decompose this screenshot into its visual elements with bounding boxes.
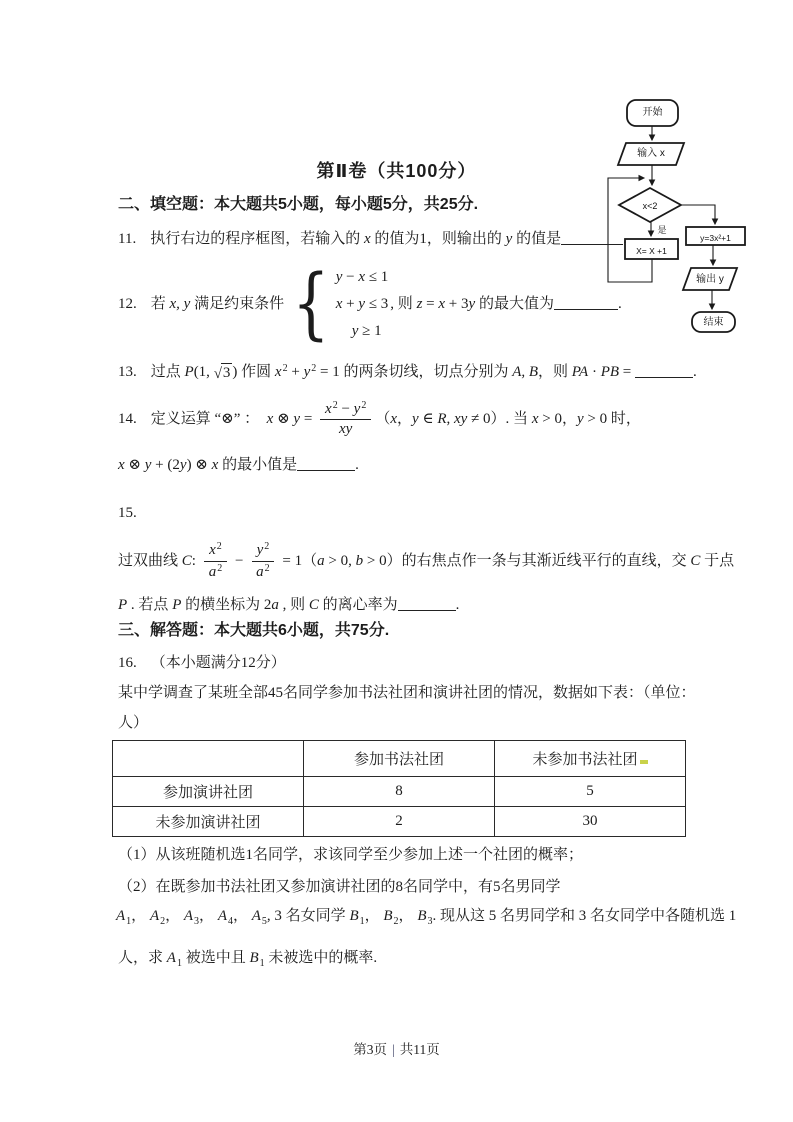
problem-16-score: （本小题满分12分）: [150, 655, 286, 671]
table-row: [113, 807, 686, 837]
answer-blank: [561, 229, 623, 245]
constraint-3: y ≥ 1: [351, 322, 382, 339]
flowchart-diagram: [600, 88, 793, 350]
fraction: $\frac{y^2}{a^2}$: [251, 541, 275, 581]
highlight-artifact: [640, 760, 648, 764]
problem-16-intro-cont: 人）: [118, 715, 149, 731]
question-1: （1）从该班随机选1名同学，求该同学至少参加上述一个社团的概率；: [118, 847, 584, 863]
problem-13: 13. 过点 P(1, √ 3 ) 作圆 $x^2 + y^2 = 1$ 的两条切线，切点分别为 A, B，则 PA · PB = .: [118, 358, 697, 385]
page-number: 第3页: [353, 1042, 388, 1057]
flowchart-end-label: 结束: [703, 317, 724, 328]
system-brace: {: [292, 259, 330, 349]
paper-title: 第Ⅱ卷（共100分）: [316, 161, 477, 181]
problem-16-number-line: [118, 652, 286, 674]
answer-blank: [297, 455, 355, 471]
table-row: [113, 777, 686, 807]
problem-15-number: 15.: [118, 505, 137, 521]
fraction: $\frac{x^2}{a^2}$: [204, 541, 228, 581]
flowchart-assign-label: X= X +1: [636, 246, 667, 256]
table-header-empty: [113, 741, 304, 777]
flowchart-compute-label: y=3x²+1: [700, 233, 731, 243]
flowchart-yes-label: 是: [657, 225, 667, 235]
question-2-students: $A_1$， $A_2$， $A_3$， $A_4$， $A_5$, 3 名女同学 $B_1$， $B_2$， $B_3$. 现从这 5 名男同学和 3 名女同学中各随机选 1: [116, 908, 737, 927]
constraint-system: [336, 264, 389, 345]
answer-blank: [398, 595, 456, 611]
flowchart-decision-label: x<2: [642, 201, 658, 211]
flowchart-start-label: 开始: [642, 107, 663, 118]
section-heading-fill: 二、填空题：本大题共5小题，每小题5分，共25分.: [118, 196, 479, 213]
club-participation-table: [112, 740, 686, 837]
fraction: $\frac{x^2 - y^2}{xy}$: [320, 400, 371, 439]
constraint-1: y − x ≤ 1: [335, 268, 389, 285]
problem-11: 11. 执行右边的程序框图，若输入的 x 的值为1，则输出的 y 的值是 .: [118, 231, 627, 247]
program-flowchart: [600, 88, 793, 350]
problem-12: [118, 260, 622, 348]
flowchart-input-label: 输入 x: [637, 148, 665, 159]
constraint-2: x + y ≤ 3: [335, 295, 389, 312]
sqrt: √ 3: [213, 365, 231, 382]
problem-14-line1: 14. 定义运算 “⊗” ： x ⊗ y = $\frac{x^2 - y^2}{xy}$ （ x ， y ∈ R , xy ≠ 0）. 当 x > 0， y > 0 时，: [118, 399, 641, 437]
row-label: 参加演讲社团: [113, 777, 304, 807]
problem-15-line1: 过双曲线 C : $\frac{x^2}{a^2}$ − $\frac{y^2}{a^2}$ = 1（ a > 0, b > 0）的右焦点作一条与其渐近线平行的直线，交 C 于点: [118, 541, 735, 580]
flowchart-output-label: 输出 y: [696, 274, 724, 285]
problem-14-line2: x ⊗ y + (2y) ⊗ x 的最小值是 .: [118, 457, 359, 473]
row-label: 未参加演讲社团: [113, 807, 304, 837]
cell-value: 30: [495, 807, 686, 837]
section-heading-solve: 三、解答题：本大题共6小题，共75分.: [118, 622, 390, 639]
problem-16-number: 16.: [118, 655, 137, 671]
answer-blank: [554, 294, 618, 310]
page-total: 共11页: [399, 1042, 440, 1057]
question-2-cont: 人，求 $A_1$ 被选中且 $B_1$ 未被选中的概率.: [118, 950, 378, 969]
cell-value: 8: [304, 777, 495, 807]
cell-value: 5: [495, 777, 686, 807]
problem-16-intro: 某中学调查了某班全部45名同学参加书法社团和演讲社团的情况，数据如下表：（单位：: [118, 685, 696, 701]
table-header-joined-calligraphy: 参加书法社团: [304, 741, 495, 777]
page-footer: [0, 1038, 793, 1058]
problem-12-suffix: , 则 z = x + 3y 的最大值为 .: [390, 296, 622, 312]
cell-value: 2: [304, 807, 495, 837]
footer-separator: |: [392, 1042, 395, 1057]
problem-12-prefix: 12. 若 x, y 满足约束条件: [118, 296, 285, 312]
table-header-row: [113, 741, 686, 777]
table-header-notjoined-calligraphy: 未参加书法社团: [495, 741, 686, 777]
question-2: （2）在既参加书法社团又参加演讲社团的8名同学中，有5名男同学: [118, 879, 561, 895]
problem-15-line2: P . 若点 P 的横坐标为 2a , 则 C 的离心率为 .: [118, 597, 460, 613]
answer-blank: [635, 362, 693, 378]
